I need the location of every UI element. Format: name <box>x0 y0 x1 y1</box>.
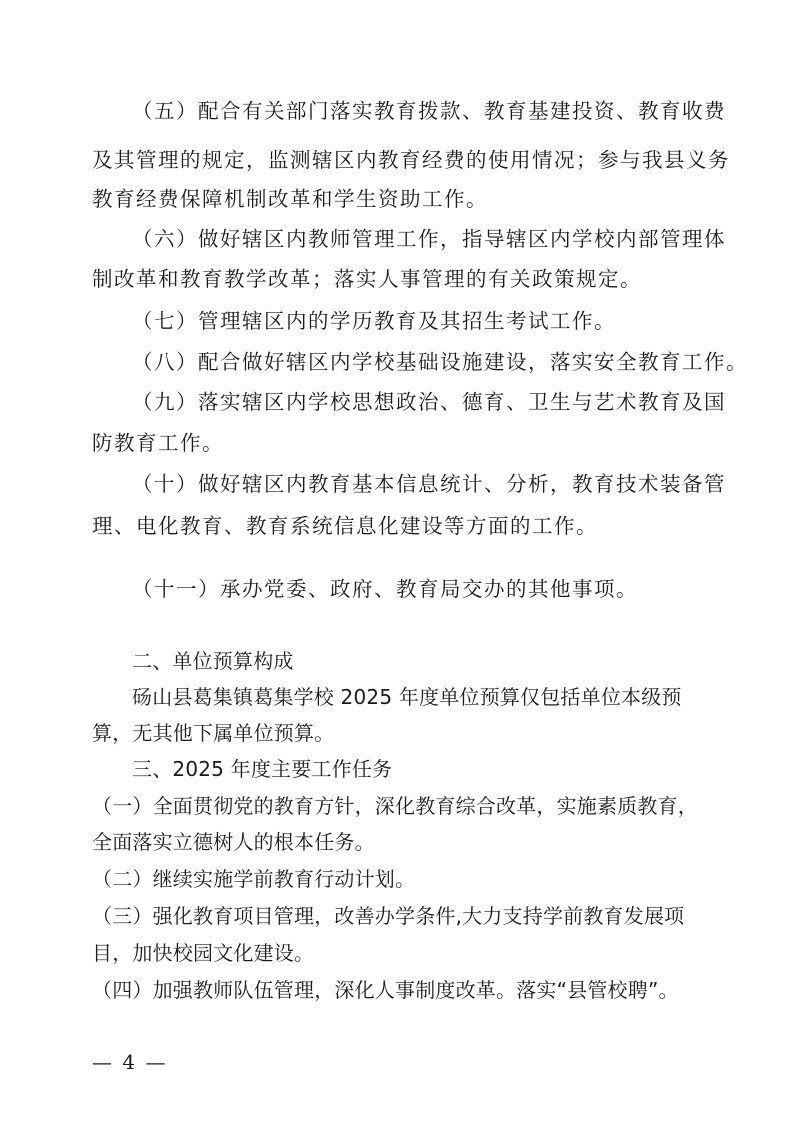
task-item-line: （一）全面贯彻党的教育方针，深化教育综合改革，实施素质教育， <box>92 794 698 818</box>
paragraph-7: （七）管理辖区内的学历教育及其招生考试工作。 <box>132 309 616 333</box>
paragraph-8: （八）配合做好辖区内学校基础设施建设，落实安全教育工作。 <box>132 350 748 374</box>
task-item-line: 目，加快校园文化建设。 <box>92 941 315 965</box>
paragraph-11: （十一）承办党委、政府、教育局交办的其他事项。 <box>132 577 638 601</box>
section-2-heading: 二、单位预算构成 <box>132 649 294 673</box>
paragraph-10-line-2: 理、电化教育、教育系统信息化建设等方面的工作。 <box>92 514 598 538</box>
task-item-line: 全面落实立德树人的根本任务。 <box>92 830 375 854</box>
section-2-body-line-2: 算，无其他下属单位预算。 <box>92 721 335 745</box>
task-item-line: （四）加强教师队伍管理，深化人事制度改革。落实“县管校聘”。 <box>92 978 679 1002</box>
paragraph-5-line-2: 及其管理的规定，监测辖区内教育经费的使用情况；参与我县义务 <box>92 148 730 172</box>
page-number: — 4 — <box>92 1050 168 1074</box>
task-item-line: （三）强化教育项目管理，改善办学条件,大力支持学前教育发展项 <box>92 904 685 928</box>
paragraph-6-line-1: （六）做好辖区内教师管理工作，指导辖区内学校内部管理体 <box>132 227 726 251</box>
paragraph-5-line-3: 教育经费保障机制改革和学生资助工作。 <box>92 187 488 211</box>
paragraph-5-line-1: （五）配合有关部门落实教育拨款、教育基建投资、教育收费 <box>132 99 726 123</box>
section-3-heading: 三、2025 年度主要工作任务 <box>132 757 393 781</box>
paragraph-6-line-2: 制改革和教育教学改革；落实人事管理的有关政策规定。 <box>92 267 642 291</box>
section-2-body-line-1: 砀山县葛集镇葛集学校 2025 年度单位预算仅包括单位本级预 <box>132 685 682 709</box>
task-item-line: （二）继续实施学前教育行动计划。 <box>92 867 416 891</box>
paragraph-10-line-1: （十）做好辖区内教育基本信息统计、分析，教育技术装备管 <box>132 472 726 496</box>
paragraph-9-line-2: 防教育工作。 <box>92 431 224 455</box>
paragraph-9-line-1: （九）落实辖区内学校思想政治、德育、卫生与艺术教育及国 <box>132 390 726 414</box>
